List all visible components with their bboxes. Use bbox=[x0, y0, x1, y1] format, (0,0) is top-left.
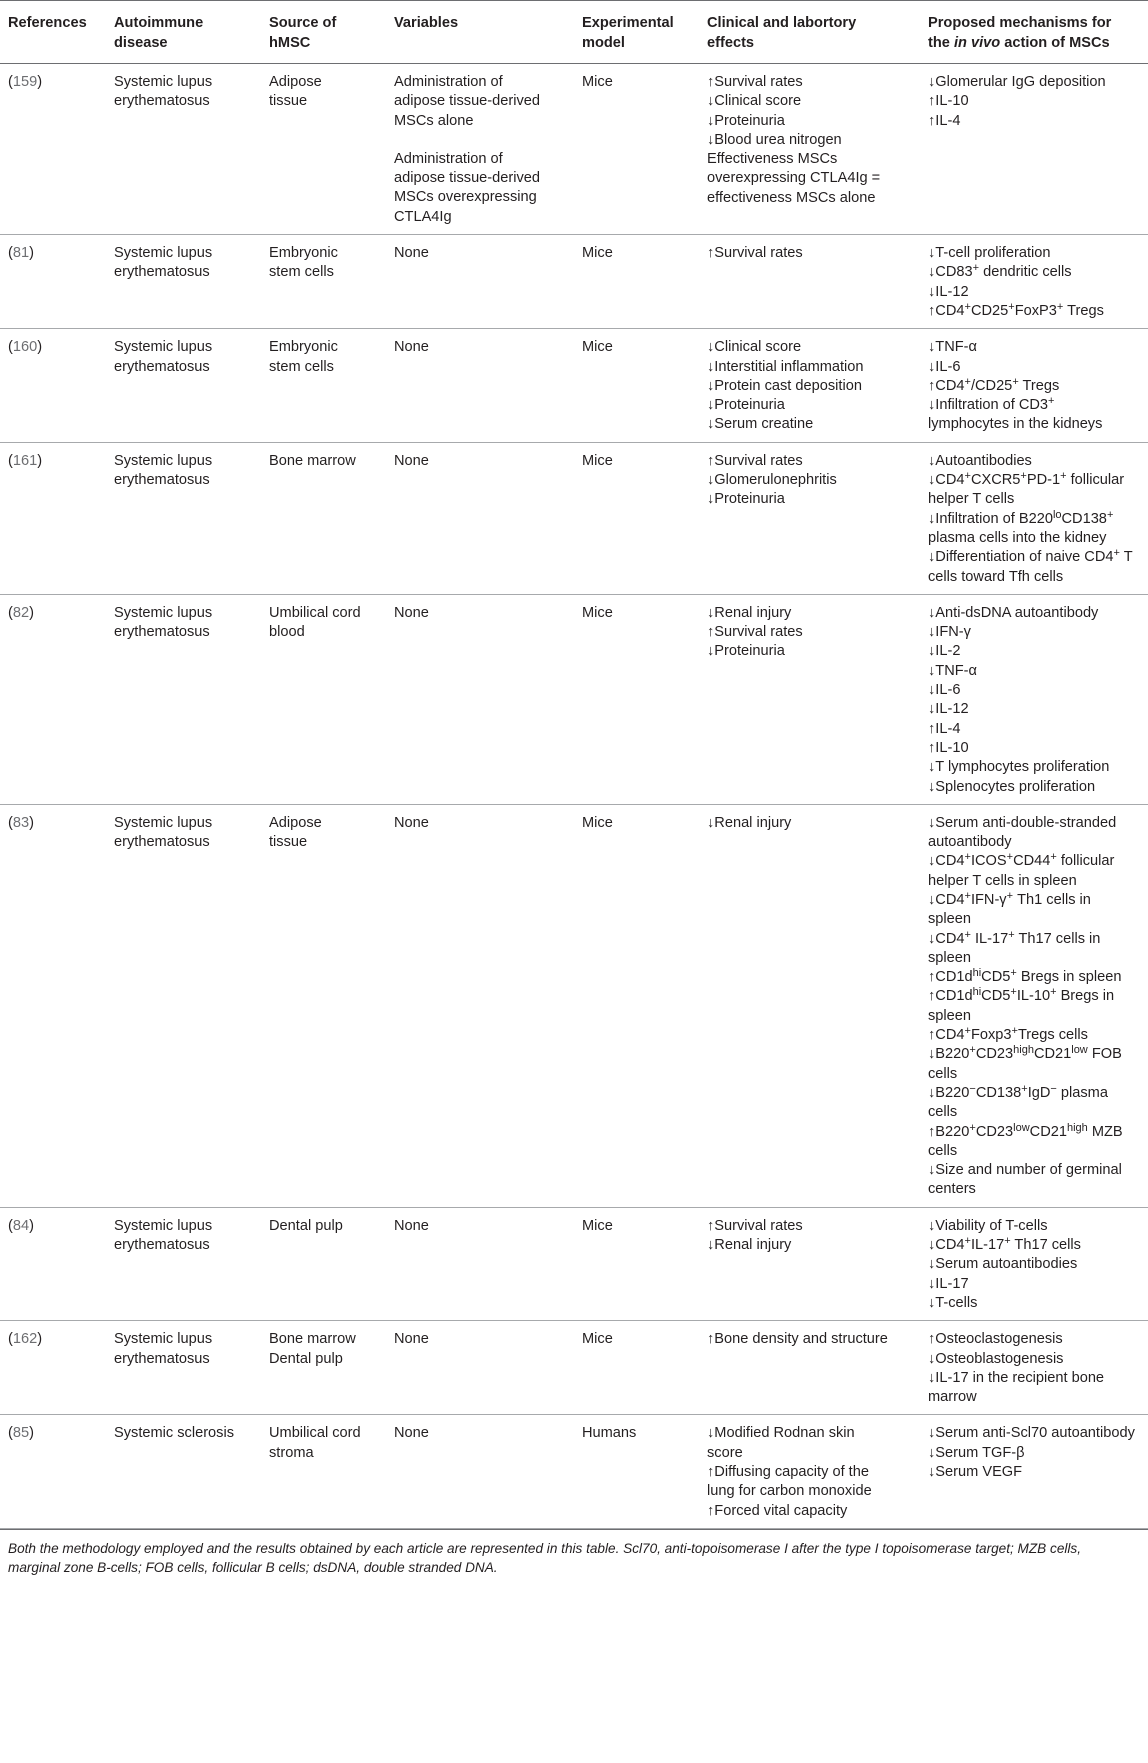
cell-line: Administration of bbox=[394, 150, 503, 167]
cell-line: ↓Renal injury bbox=[707, 604, 792, 621]
cell-line: ↓Serum VEGF bbox=[928, 1464, 1023, 1480]
cell-line: ↓IL-6 bbox=[928, 682, 961, 699]
cell-line: ↑Survival rates bbox=[707, 624, 803, 641]
cell-line: erythematosus bbox=[114, 264, 210, 281]
table-row bbox=[0, 1415, 1148, 1528]
cell-line: cells bbox=[928, 1104, 958, 1121]
table-row bbox=[0, 594, 1148, 804]
source-cell bbox=[261, 1207, 386, 1320]
variables-cell bbox=[386, 329, 574, 442]
cell-line: None bbox=[394, 245, 429, 262]
cell-line: cells bbox=[928, 1065, 958, 1082]
header-line: Source of bbox=[269, 15, 337, 31]
cell-line: ↑CD4+CD25+FoxP3+ Tregs bbox=[928, 300, 1104, 319]
table-row bbox=[0, 804, 1148, 1207]
source-cell bbox=[261, 1415, 386, 1528]
cell-line: Dental pulp bbox=[269, 1350, 343, 1367]
cell-line: CTLA4Ig bbox=[394, 208, 452, 225]
disease-cell bbox=[106, 1415, 261, 1528]
cell-line: ↓IL-12 bbox=[928, 283, 969, 300]
cell-line: erythematosus bbox=[114, 834, 210, 851]
cell-line: Mice bbox=[582, 604, 613, 621]
model-cell bbox=[574, 235, 699, 329]
mechanisms-cell bbox=[920, 804, 1148, 1207]
reference-cell: (85) bbox=[0, 1415, 106, 1528]
mechanisms-cell bbox=[920, 442, 1148, 594]
cell-line: ↑IL-10 bbox=[928, 739, 969, 756]
cell-line: Systemic sclerosis bbox=[114, 1425, 235, 1442]
reference-cell: (81) bbox=[0, 235, 106, 329]
header-line: Proposed mechanisms for bbox=[928, 15, 1112, 31]
reference-link[interactable]: 81 bbox=[12, 245, 30, 262]
cell-line: effectiveness MSCs alone bbox=[707, 189, 876, 206]
col-clinical-effects-header bbox=[699, 1, 920, 64]
disease-cell bbox=[106, 1321, 261, 1415]
table-row bbox=[0, 329, 1148, 442]
cell-line: Adipose bbox=[269, 814, 322, 831]
model-cell bbox=[574, 1321, 699, 1415]
reference-link[interactable]: 159 bbox=[12, 74, 38, 90]
model-cell bbox=[574, 804, 699, 1207]
cell-line: ↑IL-4 bbox=[928, 720, 961, 737]
reference-cell: (82) bbox=[0, 594, 106, 804]
cell-line: Mice bbox=[582, 814, 613, 831]
source-cell bbox=[261, 804, 386, 1207]
cell-line: Dental pulp bbox=[269, 1217, 343, 1234]
disease-cell bbox=[106, 1207, 261, 1320]
reference-cell: (83) bbox=[0, 804, 106, 1207]
cell-line: ↓Interstitial inflammation bbox=[707, 358, 864, 375]
col-autoimmune-disease-header bbox=[106, 1, 261, 64]
cell-line: ↓Serum anti-Scl70 autoantibody bbox=[928, 1425, 1135, 1442]
cell-line: ↓IL-12 bbox=[928, 701, 969, 718]
reference-cell: (159) bbox=[0, 64, 106, 235]
cell-line: erythematosus bbox=[114, 1350, 210, 1367]
cell-line: ↓IL-17 bbox=[928, 1275, 969, 1292]
variables-cell bbox=[386, 594, 574, 804]
header-line: the in vivo action of MSCs bbox=[928, 35, 1110, 51]
cell-line: Umbilical cord bbox=[269, 1425, 361, 1442]
cell-line: helper T cells bbox=[928, 491, 1015, 508]
cell-line: ↑Survival rates bbox=[707, 245, 803, 262]
cell-line: ↓CD4+IL-17+ Th17 cells bbox=[928, 1235, 1081, 1254]
effects-cell bbox=[699, 235, 920, 329]
reference-link[interactable]: 82 bbox=[12, 604, 30, 621]
cell-line: None bbox=[394, 452, 429, 469]
cell-line: ↓Glomerular IgG deposition bbox=[928, 74, 1106, 90]
cell-line: ↑CD4+/CD25+ Tregs bbox=[928, 375, 1060, 394]
header-line: disease bbox=[114, 35, 168, 51]
effects-cell bbox=[699, 442, 920, 594]
effects-cell bbox=[699, 1207, 920, 1320]
reference-cell: (160) bbox=[0, 329, 106, 442]
cell-line: ↓Infiltration of CD3+ bbox=[928, 395, 1055, 414]
variables-cell bbox=[386, 442, 574, 594]
cell-line: stroma bbox=[269, 1444, 314, 1461]
source-cell bbox=[261, 442, 386, 594]
cell-line: Embryonic bbox=[269, 339, 338, 356]
col-proposed-mechanisms-header bbox=[920, 1, 1148, 64]
line-gap bbox=[394, 131, 566, 150]
effects-cell bbox=[699, 1321, 920, 1415]
reference-link[interactable]: 85 bbox=[12, 1425, 30, 1442]
cell-line: ↓TNF-α bbox=[928, 339, 977, 356]
source-cell bbox=[261, 329, 386, 442]
cell-line: ↑IL-4 bbox=[928, 112, 961, 129]
mechanisms-cell bbox=[920, 64, 1148, 235]
header-line: Autoimmune bbox=[114, 15, 204, 31]
reference-link[interactable]: 160 bbox=[12, 339, 38, 356]
cell-line: ↓IFN-γ bbox=[928, 624, 971, 641]
cell-line: ↓Modified Rodnan skin bbox=[707, 1425, 855, 1442]
cell-line: $↑CD1d^{hi}CD5^+IL-10^+$ Bregs in bbox=[928, 986, 1115, 1005]
cell-line: ↓IL-6 bbox=[928, 358, 961, 375]
cell-line: ↓B220−CD138+IgD− plasma bbox=[928, 1082, 1108, 1101]
variables-cell bbox=[386, 64, 574, 235]
cell-line: Embryonic bbox=[269, 245, 338, 262]
cell-line: ↓CD4+ IL-17+ Th17 cells in bbox=[928, 928, 1101, 947]
cell-line: Administration of bbox=[394, 74, 503, 90]
cell-line: erythematosus bbox=[114, 93, 210, 110]
header-line: hMSC bbox=[269, 35, 311, 51]
cell-line: ↓Size and number of germinal bbox=[928, 1162, 1122, 1179]
col-source-of-hmsc-header bbox=[261, 1, 386, 64]
reference-cell: (162) bbox=[0, 1321, 106, 1415]
disease-cell bbox=[106, 804, 261, 1207]
cell-line: $↑CD1d^{hi}CD5^+$ Bregs in spleen bbox=[928, 967, 1122, 986]
cell-line: ↑Bone density and structure bbox=[707, 1331, 888, 1348]
cell-line: ↑Forced vital capacity bbox=[707, 1502, 848, 1519]
cell-line: ↓T-cells bbox=[928, 1294, 978, 1311]
cell-line: spleen bbox=[928, 911, 972, 928]
disease-cell bbox=[106, 594, 261, 804]
reference-link[interactable]: 84 bbox=[12, 1217, 30, 1234]
table-header-row bbox=[0, 1, 1148, 64]
disease-cell bbox=[106, 329, 261, 442]
cell-line: ↓Differentiation of naive CD4+ T bbox=[928, 547, 1133, 566]
cell-line: ↓TNF-α bbox=[928, 662, 977, 679]
cell-line: ↓Proteinuria bbox=[707, 112, 785, 129]
cell-line: cells toward Tfh cells bbox=[928, 568, 1064, 585]
source-cell bbox=[261, 64, 386, 235]
cell-line: ↓Renal injury bbox=[707, 814, 792, 831]
footnote-line: marginal zone B-cells; FOB cells, follicular B cells; dsDNA, double stranded DNA. bbox=[8, 1560, 498, 1576]
cell-line: Systemic lupus bbox=[114, 74, 213, 90]
cell-line: erythematosus bbox=[114, 1237, 210, 1254]
cell-line: ↑Survival rates bbox=[707, 1217, 803, 1234]
col-variables-header bbox=[386, 1, 574, 64]
cell-line: ↓Splenocytes proliferation bbox=[928, 778, 1096, 795]
cell-line: adipose tissue-derived bbox=[394, 93, 541, 110]
cell-line: ↓Renal injury bbox=[707, 1237, 792, 1254]
table-row bbox=[0, 1321, 1148, 1415]
mechanisms-cell bbox=[920, 1321, 1148, 1415]
cell-line: ↓Clinical score bbox=[707, 339, 802, 356]
cell-line: ↓Serum autoantibodies bbox=[928, 1256, 1078, 1273]
cell-line: Systemic lupus bbox=[114, 1331, 213, 1348]
cell-line: Systemic lupus bbox=[114, 339, 213, 356]
cell-line: ↑IL-10 bbox=[928, 93, 969, 110]
cell-line: spleen bbox=[928, 1007, 972, 1024]
table-footnote bbox=[0, 1529, 1148, 1578]
cell-line: Systemic lupus bbox=[114, 452, 213, 469]
header-line: effects bbox=[707, 35, 755, 51]
cell-line: plasma cells into the kidney bbox=[928, 529, 1107, 546]
cell-line: lung for carbon monoxide bbox=[707, 1483, 872, 1500]
cell-line: helper T cells in spleen bbox=[928, 872, 1077, 889]
cell-line: None bbox=[394, 1217, 429, 1234]
cell-line: ↓Clinical score bbox=[707, 93, 802, 110]
source-cell bbox=[261, 1321, 386, 1415]
cell-line: Systemic lupus bbox=[114, 245, 213, 262]
header-line: Experimental bbox=[582, 15, 674, 31]
cell-line: ↓Autoantibodies bbox=[928, 452, 1032, 469]
cell-line: ↓CD4+IFN-γ+ Th1 cells in bbox=[928, 889, 1091, 908]
cell-line: tissue bbox=[269, 834, 308, 851]
cell-line: ↑Diffusing capacity of the bbox=[707, 1464, 869, 1480]
cell-line: ↓Anti-dsDNA autoantibody bbox=[928, 604, 1099, 621]
header-line: model bbox=[582, 35, 625, 51]
cell-line: $↓B220^+CD23^{high}CD21^{low}$ FOB bbox=[928, 1044, 1122, 1063]
cell-line: Umbilical cord bbox=[269, 604, 361, 621]
col-experimental-model-header bbox=[574, 1, 699, 64]
variables-cell bbox=[386, 1321, 574, 1415]
source-cell bbox=[261, 594, 386, 804]
cell-line: erythematosus bbox=[114, 358, 210, 375]
cell-line: ↓Proteinuria bbox=[707, 491, 785, 508]
effects-cell bbox=[699, 329, 920, 442]
cell-line: ↓Serum TGF-β bbox=[928, 1444, 1025, 1461]
cell-line: spleen bbox=[928, 949, 972, 966]
cell-line: cells bbox=[928, 1142, 958, 1159]
cell-line: Mice bbox=[582, 452, 613, 469]
cell-line: stem cells bbox=[269, 358, 334, 375]
cell-line: ↓T lymphocytes proliferation bbox=[928, 759, 1110, 776]
variables-cell bbox=[386, 235, 574, 329]
cell-line: centers bbox=[928, 1181, 976, 1198]
cell-line: ↑CD4+Foxp3+Tregs cells bbox=[928, 1025, 1088, 1044]
cell-line: overexpressing CTLA4Ig = bbox=[707, 170, 881, 187]
cell-line: Mice bbox=[582, 1331, 613, 1348]
model-cell bbox=[574, 64, 699, 235]
cell-line: ↓IL-17 in the recipient bone bbox=[928, 1369, 1105, 1386]
cell-line: ↓Glomerulonephritis bbox=[707, 472, 837, 489]
table-row bbox=[0, 442, 1148, 594]
cell-line: tissue bbox=[269, 93, 308, 110]
cell-line: ↓Infiltration of $B220^{lo}CD138^+$ bbox=[928, 508, 1114, 527]
reference-link[interactable]: 161 bbox=[12, 452, 38, 469]
cell-line: ↓Osteoblastogenesis bbox=[928, 1350, 1064, 1367]
header-line: References bbox=[8, 15, 87, 31]
cell-line: ↓Blood urea nitrogen bbox=[707, 131, 842, 148]
cell-line: autoantibody bbox=[928, 834, 1012, 851]
cell-line: stem cells bbox=[269, 264, 334, 281]
source-cell bbox=[261, 235, 386, 329]
cell-line: erythematosus bbox=[114, 472, 210, 489]
cell-line: erythematosus bbox=[114, 624, 210, 641]
disease-cell bbox=[106, 64, 261, 235]
variables-cell bbox=[386, 1207, 574, 1320]
cell-line: Systemic lupus bbox=[114, 814, 213, 831]
reference-link[interactable]: 83 bbox=[12, 814, 30, 831]
cell-line: score bbox=[707, 1444, 743, 1461]
cell-line: MSCs overexpressing bbox=[394, 189, 537, 206]
cell-line: None bbox=[394, 1425, 429, 1442]
cell-line: ↓IL-2 bbox=[928, 643, 961, 660]
reference-cell: (84) bbox=[0, 1207, 106, 1320]
footnote-line: Both the methodology employed and the results obtained by each article are represented in this table. Scl70, anti-topoisomerase I after the type I topoisomerase target; MZB cells, bbox=[8, 1540, 1081, 1556]
table-body bbox=[0, 64, 1148, 1529]
header-line: Variables bbox=[394, 15, 459, 31]
model-cell bbox=[574, 442, 699, 594]
cell-line: ↑Osteoclastogenesis bbox=[928, 1331, 1063, 1348]
model-cell bbox=[574, 594, 699, 804]
mechanisms-cell bbox=[920, 1207, 1148, 1320]
cell-line: Mice bbox=[582, 1217, 613, 1234]
cell-line: Humans bbox=[582, 1425, 637, 1442]
cell-line: Mice bbox=[582, 245, 613, 262]
effects-cell bbox=[699, 64, 920, 235]
cell-line: ↓Protein cast deposition bbox=[707, 377, 862, 394]
model-cell bbox=[574, 1415, 699, 1528]
cell-line: ↑Survival rates bbox=[707, 452, 803, 469]
cell-line: ↓Proteinuria bbox=[707, 397, 785, 414]
cell-line: MSCs alone bbox=[394, 112, 474, 129]
effects-cell bbox=[699, 594, 920, 804]
table-row bbox=[0, 1207, 1148, 1320]
disease-cell bbox=[106, 442, 261, 594]
mechanisms-cell bbox=[920, 594, 1148, 804]
effects-cell bbox=[699, 804, 920, 1207]
cell-line: None bbox=[394, 814, 429, 831]
cell-line: Mice bbox=[582, 74, 613, 90]
cell-line: Effectiveness MSCs bbox=[707, 151, 838, 168]
effects-cell bbox=[699, 1415, 920, 1528]
mechanisms-cell bbox=[920, 235, 1148, 329]
cell-line: None bbox=[394, 1331, 429, 1348]
cell-line: ↓T-cell proliferation bbox=[928, 245, 1051, 262]
mechanisms-cell bbox=[920, 1415, 1148, 1528]
cell-line: Bone marrow bbox=[269, 452, 356, 469]
cell-line: lymphocytes in the kidneys bbox=[928, 416, 1103, 433]
model-cell bbox=[574, 329, 699, 442]
cell-line: ↓CD4+ICOS+CD44+ follicular bbox=[928, 851, 1115, 870]
mechanisms-cell bbox=[920, 329, 1148, 442]
reference-link[interactable]: 162 bbox=[12, 1331, 38, 1348]
table-row bbox=[0, 235, 1148, 329]
header-line: Clinical and labortory bbox=[707, 15, 857, 31]
cell-line: adipose tissue-derived bbox=[394, 170, 541, 187]
cell-line: blood bbox=[269, 624, 305, 641]
variables-cell bbox=[386, 804, 574, 1207]
cell-line: None bbox=[394, 604, 429, 621]
cell-line: ↓Proteinuria bbox=[707, 643, 785, 660]
cell-line: ↓CD83+ dendritic cells bbox=[928, 262, 1072, 281]
cell-line: Adipose bbox=[269, 74, 322, 90]
cell-line: ↓CD4+CXCR5+PD-1+ follicular bbox=[928, 470, 1125, 489]
cell-line: Mice bbox=[582, 339, 613, 356]
reference-cell: (161) bbox=[0, 442, 106, 594]
cell-line: $↑B220^+CD23^{low}CD21^{high}$ MZB bbox=[928, 1121, 1123, 1140]
cell-line: ↓Viability of T-cells bbox=[928, 1217, 1048, 1234]
cell-line: Systemic lupus bbox=[114, 1217, 213, 1234]
cell-line: Systemic lupus bbox=[114, 604, 213, 621]
model-cell bbox=[574, 1207, 699, 1320]
cell-line: ↑Survival rates bbox=[707, 74, 803, 90]
disease-cell bbox=[106, 235, 261, 329]
cell-line: ↓Serum creatine bbox=[707, 416, 814, 433]
col-references-header bbox=[0, 1, 106, 64]
cell-line: marrow bbox=[928, 1389, 977, 1406]
variables-cell bbox=[386, 1415, 574, 1528]
cell-line: ↓Serum anti-double-stranded bbox=[928, 814, 1117, 831]
cell-line: Bone marrow bbox=[269, 1331, 356, 1348]
cell-line: None bbox=[394, 339, 429, 356]
table-row bbox=[0, 64, 1148, 235]
